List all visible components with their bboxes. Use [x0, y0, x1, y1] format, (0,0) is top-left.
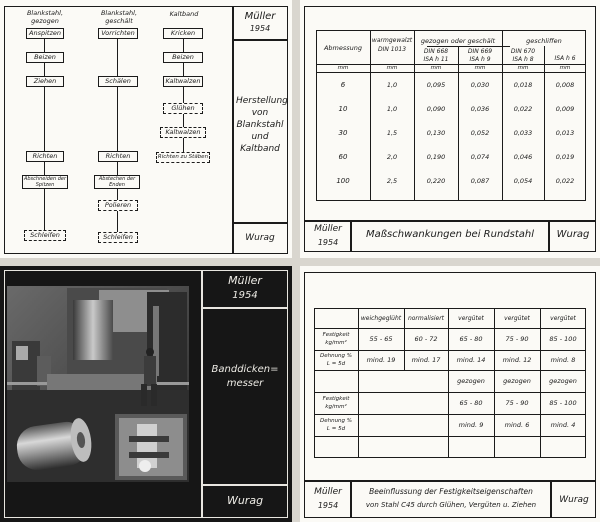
table-row [316, 81, 586, 91]
row-label-festigkeit-2: Festigkeit [322, 396, 350, 402]
table-cell: mind. 19 [366, 356, 396, 364]
table-cell: 55 - 65 [369, 335, 393, 343]
step-ziehen: Ziehen [26, 76, 64, 87]
card-herstellung [0, 0, 292, 258]
table-row [316, 129, 586, 139]
step-kaltwalzen-dashed: Kaltwalzen [160, 127, 206, 138]
table-cell: 0,046 [513, 153, 533, 161]
row-label-festigkeit-unit-2: kg/mm² [325, 404, 347, 410]
header-din669: DIN 669 [467, 48, 493, 55]
step-kaltwalzen: Kaltwalzen [163, 76, 203, 87]
table-cell: 60 [338, 153, 348, 161]
card-massschwankungen [300, 0, 600, 258]
col-header-normalisiert: normalisiert [407, 315, 445, 322]
table-cell: mind. 14 [456, 356, 486, 364]
header-isa-h6: ISA h 6 [554, 55, 576, 62]
card-title-line-1: Beeinflussung der Festigkeitseigenschaften [369, 487, 533, 496]
table-cell: mind. 17 [411, 356, 441, 364]
author-name: Müller [228, 274, 262, 287]
author-name: Müller [314, 224, 342, 234]
step-richten-staeben-dashed: Richten zu Stäben [156, 152, 210, 163]
table-cell: 0,190 [426, 153, 446, 161]
table-cell: 0,033 [513, 129, 533, 137]
row-label-dehnung: Dehnung % [319, 353, 353, 359]
step-richten: Richten [26, 151, 64, 162]
row-label-festigkeit-unit: kg/mm² [325, 340, 347, 346]
row-label-dehnung-unit-2: L = 5d [326, 426, 346, 432]
unit-cell: mm [517, 65, 529, 71]
card-title: Maßschwankungen bei Rundstahl [365, 229, 535, 240]
table-cell: mind. 8 [550, 356, 576, 364]
step-vorrichten: Vorrichten [98, 28, 138, 39]
table-row [300, 335, 600, 345]
table-row [316, 105, 586, 115]
row-label-festigkeit: Festigkeit [322, 332, 350, 338]
header-geschliffen: geschliffen [526, 37, 562, 45]
table-cell: mind. 12 [502, 356, 532, 364]
table-cell: mind. 6 [504, 421, 530, 429]
header-isa-h9: ISA h 9 [469, 56, 491, 63]
table-cell: 75 - 90 [505, 335, 529, 343]
step-gluehen-dashed: Glühen [163, 103, 203, 114]
table-cell: 100 [336, 177, 350, 185]
step-beizen: Beizen [26, 52, 64, 63]
table-row [300, 399, 600, 409]
row-label-dehnung-unit: L = 5d [326, 361, 346, 367]
step-abschneiden: Abschneiden der Spitzen [23, 176, 67, 188]
header-isa-h8: ISA h 8 [512, 56, 534, 63]
table-cell: 0,022 [555, 177, 575, 185]
publisher-name: Wurag [226, 494, 264, 507]
step-polieren-dashed: Polieren [98, 200, 138, 211]
header-isa-h11: ISA h 11 [423, 56, 449, 63]
header-gezogen-geschaelt: gezogen oder geschält [420, 37, 496, 45]
unit-cell: mm [430, 65, 442, 71]
header-din670: DIN 670 [510, 48, 536, 55]
card-festigkeitseigenschaften [300, 266, 600, 522]
table-cell: 0,220 [426, 177, 446, 185]
table-cell: 0,030 [470, 81, 490, 89]
table-cell: 0,013 [555, 129, 575, 137]
table-cell: 0,022 [513, 105, 533, 113]
card-title-line-2: von Stahl C45 durch Glühen, Vergüten u. Ziehen [365, 501, 537, 509]
table-cell: 0,095 [426, 81, 446, 89]
table-row [300, 421, 600, 431]
table-cell: 75 - 90 [505, 399, 529, 407]
card-title: Herstellung von Blankstahl und Kaltband [236, 96, 288, 154]
header-warmgewalzt: warmgewalzt [371, 37, 413, 44]
table-cell: 6 [340, 81, 346, 89]
column-header-blankstahl-gezogen: Blankstahl, gezogen [26, 9, 64, 25]
year: 1954 [317, 501, 339, 510]
publisher-name: Wurag [556, 229, 590, 240]
sub-header-gezogen: gezogen [457, 377, 485, 385]
author-name: Müller [314, 487, 342, 497]
card-title-line-2: messer [226, 378, 264, 389]
unit-cell: mm [559, 65, 571, 71]
table-row [316, 153, 586, 163]
header-din668: DIN 668 [423, 48, 449, 55]
step-kricken: Kricken [163, 28, 203, 39]
step-schaelen: Schälen [98, 76, 138, 87]
table-cell: 65 - 80 [459, 399, 483, 407]
table-cell: 30 [338, 129, 348, 137]
table-cell: 1,0 [386, 105, 398, 113]
column-header-blankstahl-geschaelt: Blankstahl, geschält [100, 9, 138, 25]
table-cell: 10 [338, 105, 348, 113]
table-cell: 0,018 [513, 81, 533, 89]
table-cell: 0,009 [555, 105, 575, 113]
table-cell: 1,0 [386, 81, 398, 89]
publisher-name: Wurag [245, 233, 275, 243]
col-header-weichgegluht: weichgeglüht [360, 315, 402, 322]
table-cell: mind. 4 [550, 421, 576, 429]
step-schleifen-dashed-2: Schleifen [98, 232, 138, 243]
sub-header-gezogen: gezogen [549, 377, 577, 385]
author-name: Müller [244, 11, 276, 22]
table-cell: 85 - 100 [549, 399, 577, 407]
unit-cell: mm [386, 65, 398, 71]
header-din1013: DIN 1013 [377, 46, 407, 53]
table-cell: mind. 9 [458, 421, 484, 429]
unit-cell: mm [474, 65, 486, 71]
step-beizen-2: Beizen [163, 52, 203, 63]
table-row [300, 377, 600, 387]
table-row [316, 177, 586, 187]
unit-cell: mm [337, 65, 349, 71]
table-row [300, 356, 600, 366]
table-cell: 0,054 [513, 177, 533, 185]
step-schleifen-dashed: Schleifen [24, 230, 66, 241]
step-abstechen: Abstechen der Enden [94, 175, 140, 189]
table-cell: 0,052 [470, 129, 490, 137]
year: 1954 [317, 238, 339, 247]
card-title-line-1: Banddicken= [211, 364, 279, 375]
table-cell: 65 - 80 [459, 335, 483, 343]
header-abmessung: Abmessung [323, 44, 363, 52]
factory-photo [7, 286, 189, 482]
column-header-kaltband: Kaltband [169, 10, 199, 18]
table-cell: 1,5 [386, 129, 398, 137]
row-label-dehnung-2: Dehnung % [319, 418, 353, 424]
year: 1954 [249, 24, 271, 33]
table-cell: 0,090 [426, 105, 446, 113]
table-cell: 0,130 [426, 129, 446, 137]
table-cell: 0,036 [470, 105, 490, 113]
table-cell: 0,019 [555, 153, 575, 161]
year: 1954 [232, 290, 258, 301]
table-cell: 60 - 72 [414, 335, 438, 343]
col-header-verguetet-3: vergütet [550, 315, 576, 322]
col-header-verguetet-2: vergütet [504, 315, 530, 322]
table-cell: 2,5 [386, 177, 398, 185]
col-header-verguetet-1: vergütet [458, 315, 484, 322]
publisher-name: Wurag [559, 495, 589, 505]
step-anspitzen: Anspitzen [26, 28, 64, 39]
sub-header-gezogen: gezogen [503, 377, 531, 385]
table-cell: 0,074 [470, 153, 490, 161]
table-cell: 0,008 [555, 81, 575, 89]
table-cell: 85 - 100 [549, 335, 577, 343]
step-richten-2: Richten [98, 151, 138, 162]
table-cell: 0,087 [470, 177, 490, 185]
table-cell: 2,0 [386, 153, 398, 161]
card-banddickenmesser [0, 266, 292, 522]
